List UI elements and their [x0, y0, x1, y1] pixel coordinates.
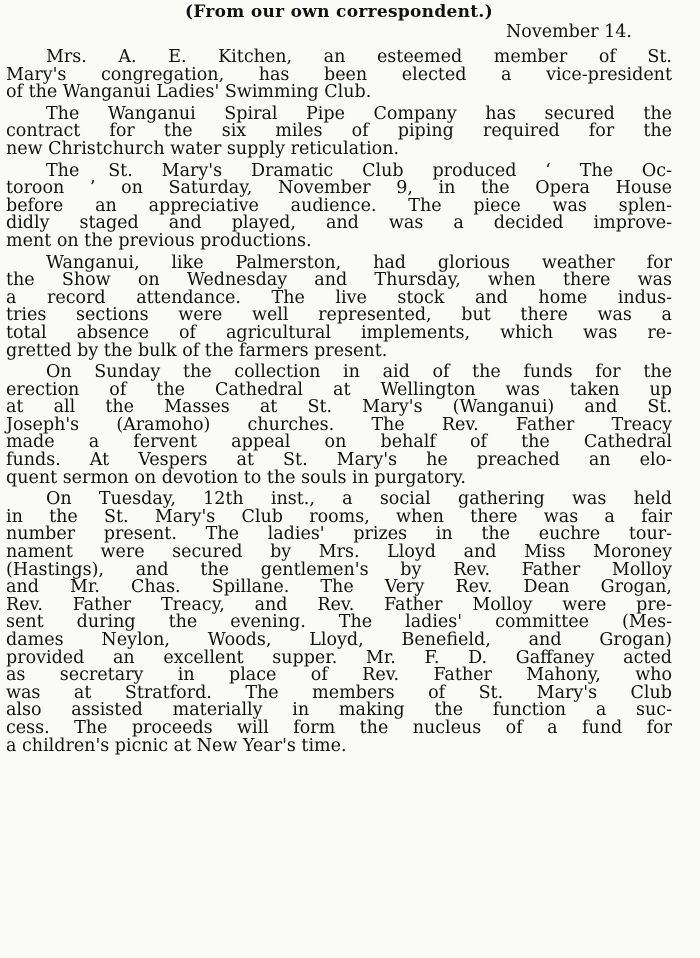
paragraph-line: Mary's congregation, has been elected a vice-president	[6, 64, 672, 85]
paragraph-line: cess. The proceeds will form the nucleus of a fund for	[6, 717, 672, 738]
paragraph-line: The St. Mary's Dramatic Club produced ‘ The Oc-	[46, 160, 672, 181]
article-paragraph	[6, 491, 672, 755]
paragraph-line: Mrs. A. E. Kitchen, an esteemed member of St.	[46, 47, 672, 67]
paragraph-line: nament were secured by Mrs. Lloyd and Miss Moroney	[6, 542, 672, 563]
paragraph-line: number present. The ladies' prizes in the euchre tour-	[6, 524, 672, 545]
article-paragraph	[6, 49, 672, 102]
article-paragraph	[6, 103, 672, 159]
paragraph-line: didly staged and played, and was a decided improve-	[6, 213, 672, 234]
paragraph-line: of the Wanganui Ladies' Swimming Club.	[6, 82, 372, 103]
paragraph-line: Rev. Father Treacy, and Rev. Father Molloy were pre-	[6, 594, 672, 615]
paragraph-line: and Mr. Chas. Spillane. The Very Rev. Dean Grogan,	[6, 577, 672, 598]
paragraph-line: On Sunday the collection in aid of the funds for the	[46, 362, 672, 383]
paragraph-line: sent during the evening. The ladies' committee (Mes-	[6, 612, 672, 633]
paragraph-line: before an appreciative audience. The piece was splen-	[6, 195, 672, 216]
paragraph-line: contract for the six miles of piping required for the	[6, 121, 672, 142]
paragraph-line: funds. At Vespers at St. Mary's he preached an elo-	[6, 450, 672, 471]
article-body	[6, 49, 672, 755]
paragraph-line: On Tuesday, 12th inst., a social gathering was held	[46, 489, 672, 510]
paragraph-line: made a fervent appeal on behalf of the Cathedral	[6, 432, 672, 453]
paragraph-line: The Wanganui Spiral Pipe Company has secured the	[46, 103, 672, 124]
paragraph-line: gretted by the bulk of the farmers present.	[6, 340, 388, 361]
paragraph-line: was at Stratford. The members of St. Mary's Club	[6, 682, 672, 703]
paragraph-line: erection of the Cathedral at Wellington was taken up	[6, 379, 672, 400]
article-paragraph	[6, 252, 672, 361]
paragraph-line: a record attendance. The live stock and home indus-	[6, 287, 672, 308]
paragraph-line: dames Neylon, Woods, Lloyd, Benefield, and Grogan)	[6, 630, 672, 650]
paragraph-line: quent sermon on devotion to the souls in purgatory.	[6, 467, 466, 488]
paragraph-line: in the St. Mary's Club rooms, when there was a fair	[6, 506, 672, 527]
paragraph-line: as secretary in place of Rev. Father Mahony, who	[6, 665, 672, 686]
paragraph-line: provided an excellent supper. Mr. F. D. Gaffaney acted	[6, 647, 672, 668]
paragraph-line: Wanganui, like Palmerston, had glorious weather for	[46, 252, 672, 273]
byline: (From our own correspondent.)	[185, 2, 493, 22]
paragraph-line: total absence of agricultural implements, which was re-	[6, 322, 672, 343]
dateline: November 14.	[505, 22, 632, 42]
paragraph-line: toroon ’ on Saturday, November 9, in the Opera House	[6, 178, 672, 199]
paragraph-line: new Christchurch water supply reticulation.	[6, 138, 400, 159]
paragraph-line: Joseph's (Aramoho) churches. The Rev. Father Treacy	[6, 414, 672, 435]
paragraph-line: the Show on Wednesday and Thursday, when there was	[6, 270, 672, 291]
article-column	[6, 2, 672, 755]
paragraph-line: at all the Masses at St. Mary's (Wanganui) and St.	[6, 397, 672, 418]
paragraph-line: also assisted materially in making the function a suc-	[6, 700, 672, 721]
article-paragraph	[6, 160, 672, 251]
article-paragraph	[6, 364, 672, 487]
paragraph-line: a children's picnic at New Year's time.	[6, 735, 347, 756]
paragraph-line: ment on the previous productions.	[6, 230, 312, 251]
paragraph-line: tries sections were well represented, but there was a	[6, 305, 672, 326]
paragraph-line: (Hastings), and the gentlemen's by Rev. Father Molloy	[6, 559, 672, 580]
